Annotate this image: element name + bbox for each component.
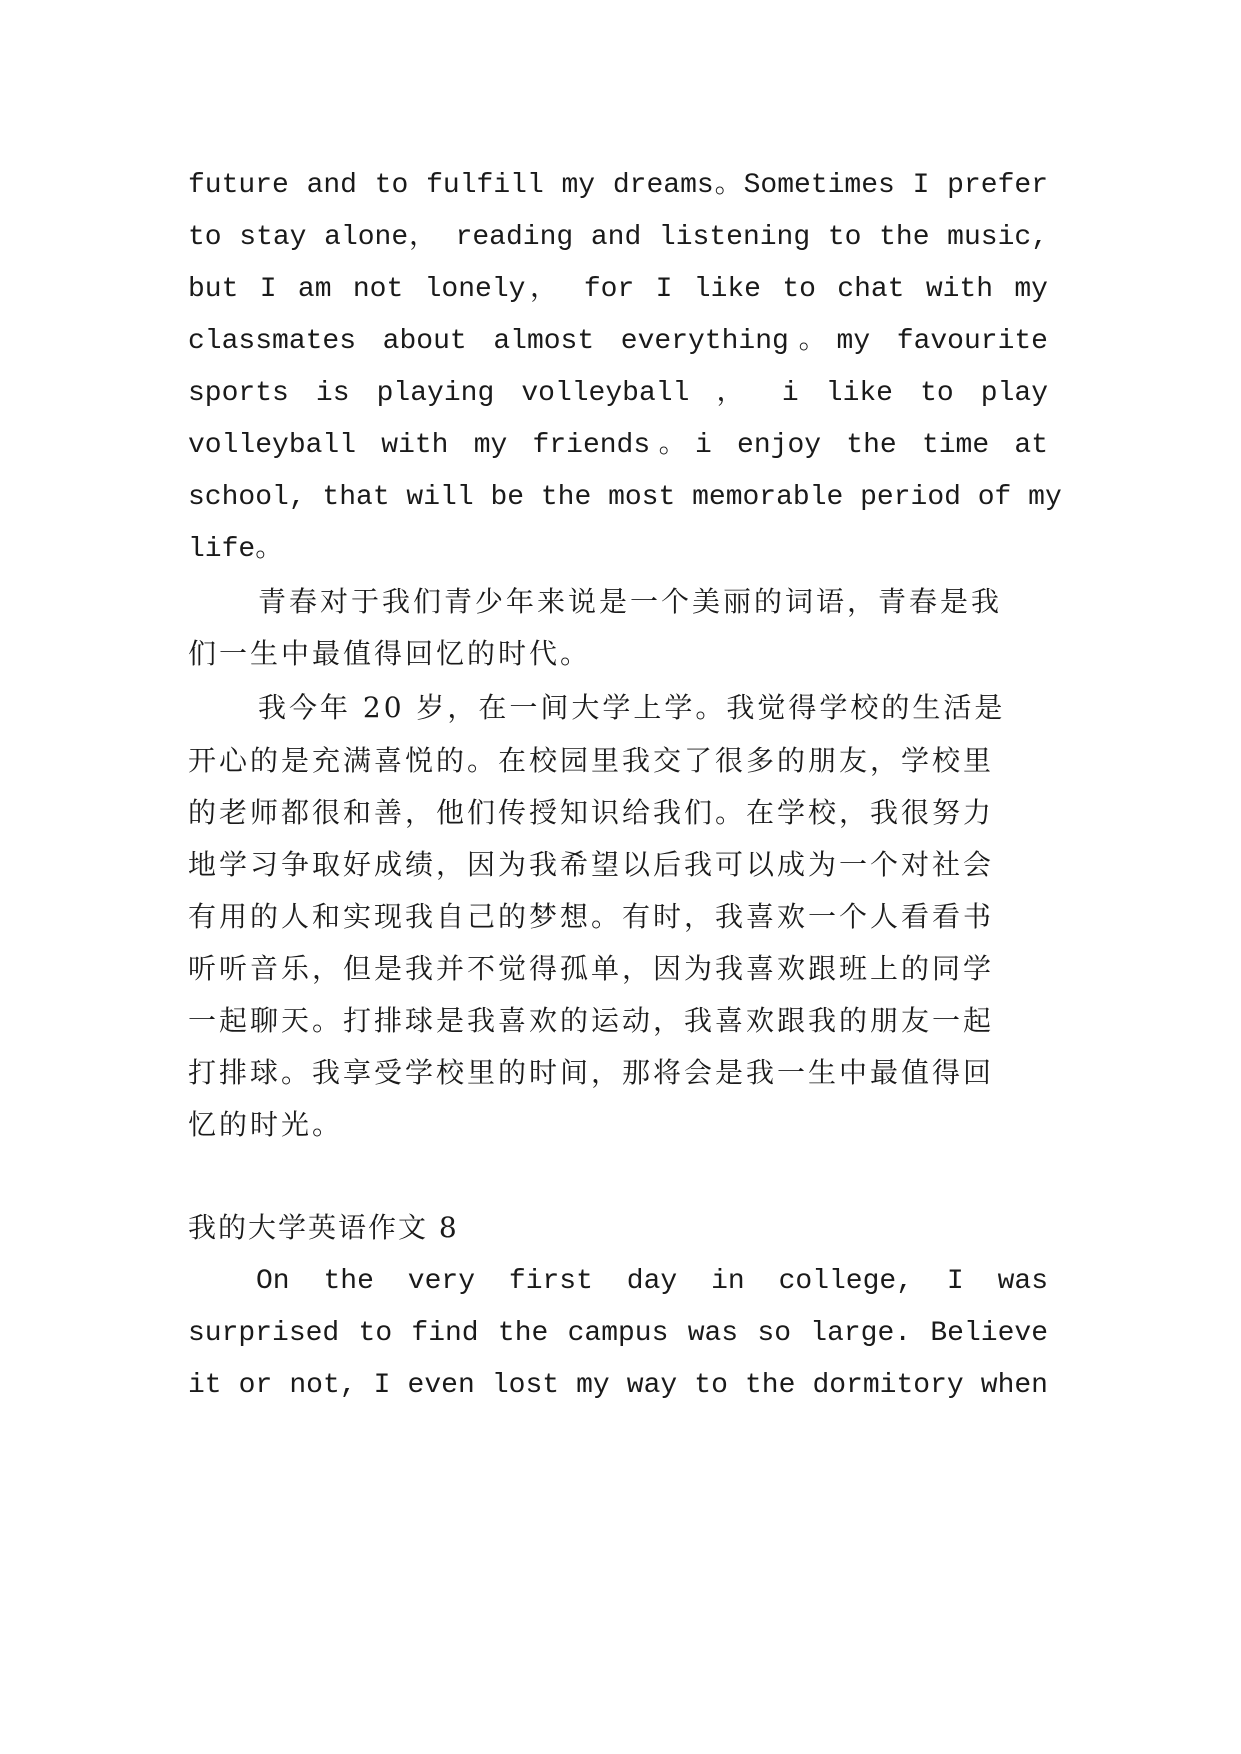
text-line: 们一生中最值得回忆的时代。 [188, 637, 592, 670]
text-line: school, that will be the most memorable period of my [188, 482, 1062, 513]
text-line: life。 [188, 534, 284, 565]
section-heading: 我的大学英语作文 8 [188, 1211, 459, 1244]
text-line: 忆的时光。 [188, 1108, 344, 1141]
text-line: 一起聊天。打排球是我喜欢的运动，我喜欢跟我的朋友一起 [188, 1004, 995, 1037]
text-line: On the very first day in college, I was [256, 1266, 1048, 1297]
text-line: 打排球。我享受学校里的时间，那将会是我一生中最值得回 [188, 1056, 995, 1089]
text-line: to stay alone， reading and listening to the music, [188, 222, 1048, 253]
text-line: 有用的人和实现我自己的梦想。有时，我喜欢一个人看看书 [188, 900, 995, 933]
text-line: 青春对于我们青少年来说是一个美丽的词语，青春是我 [258, 585, 1003, 618]
text-line: 的老师都很和善，他们传授知识给我们。在学校，我很努力 [188, 796, 995, 829]
text-line: classmates about almost everything。my favourite [188, 326, 1048, 357]
text-line: 我今年 20 岁，在一间大学上学。我觉得学校的生活是 [258, 691, 1006, 724]
text-line: sports is playing volleyball ， i like to play [188, 378, 1048, 409]
text-line: it or not, I even lost my way to the dormitory when [188, 1370, 1048, 1401]
text-line: surprised to find the campus was so large. Believe [188, 1318, 1048, 1349]
text-line: future and to fulfill my dreams。Sometimes I prefer [188, 170, 1048, 201]
text-line: 地学习争取好成绩，因为我希望以后我可以成为一个对社会 [188, 848, 995, 881]
text-line: 开心的是充满喜悦的。在校园里我交了很多的朋友，学校里 [188, 744, 995, 777]
text-line: volleyball with my friends。i enjoy the time at [188, 430, 1048, 461]
text-line: 听听音乐，但是我并不觉得孤单，因为我喜欢跟班上的同学 [188, 952, 995, 985]
text-line: but I am not lonely， for I like to chat with my [188, 274, 1048, 305]
